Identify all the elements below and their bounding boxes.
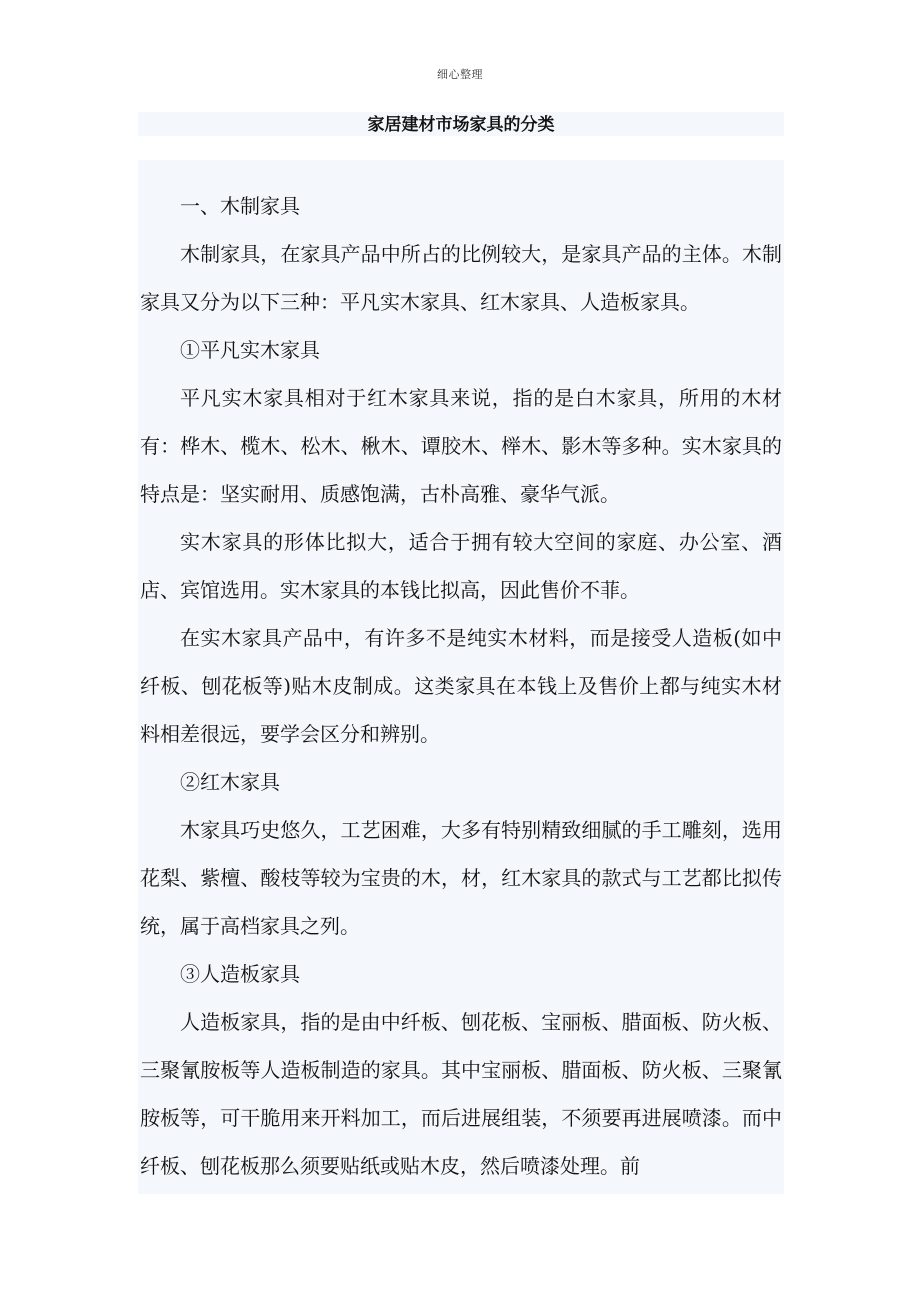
paragraph: 木家具巧史悠久，工艺困难，大多有特别精致细腻的手工雕刻，选用花梨、紫檀、酸枝等较为宝贵的木，材，红木家具的款式与工艺都比拟传统，属于高档家具之列。 bbox=[140, 818, 782, 938]
paragraph: 在实木家具产品中，有许多不是纯实木材料，而是接受人造板(如中纤板、刨花板等)贴木皮制成。这类家具在本钱上及售价上都与纯实木材料相差很远，要学会区分和辨别。 bbox=[140, 626, 782, 746]
document-title: 家居建材市场家具的分类 bbox=[367, 115, 555, 135]
header-note: 细心整理 bbox=[437, 68, 483, 81]
paragraph: 平凡实木家具相对于红木家具来说，指的是白木家具，所用的木材有：桦木、榄木、松木、楸木、谭胶木、榉木、影木等多种。实木家具的特点是：坚实耐用、质感饱满，古朴高雅、豪华气派。 bbox=[140, 386, 782, 506]
subsection-heading-panel: ③人造板家具 bbox=[180, 962, 300, 986]
paragraph: 实木家具的形体比拟大，适合于拥有较大空间的家庭、办公室、酒店、宾馆选用。实木家具的本钱比拟高，因此售价不菲。 bbox=[140, 530, 782, 602]
subsection-heading-rosewood: ②红木家具 bbox=[180, 770, 280, 794]
paragraph: 人造板家具，指的是由中纤板、刨花板、宝丽板、腊面板、防火板、三聚氰胺板等人造板制造的家具。其中宝丽板、腊面板、防火板、三聚氰胺板等，可干脆用来开料加工，而后进展组装，不须要再进展喷漆。而中纤板、刨花板那么须要贴纸或贴木皮，然后喷漆处理。前 bbox=[140, 1010, 782, 1178]
document-body bbox=[140, 182, 782, 1190]
paragraph: 木制家具，在家具产品中所占的比例较大，是家具产品的主体。木制家具又分为以下三种：平凡实木家具、红木家具、人造板家具。 bbox=[140, 242, 782, 314]
section-heading-wood: 一、木制家具 bbox=[180, 194, 300, 218]
subsection-heading-solid-wood: ①平凡实木家具 bbox=[180, 338, 320, 362]
